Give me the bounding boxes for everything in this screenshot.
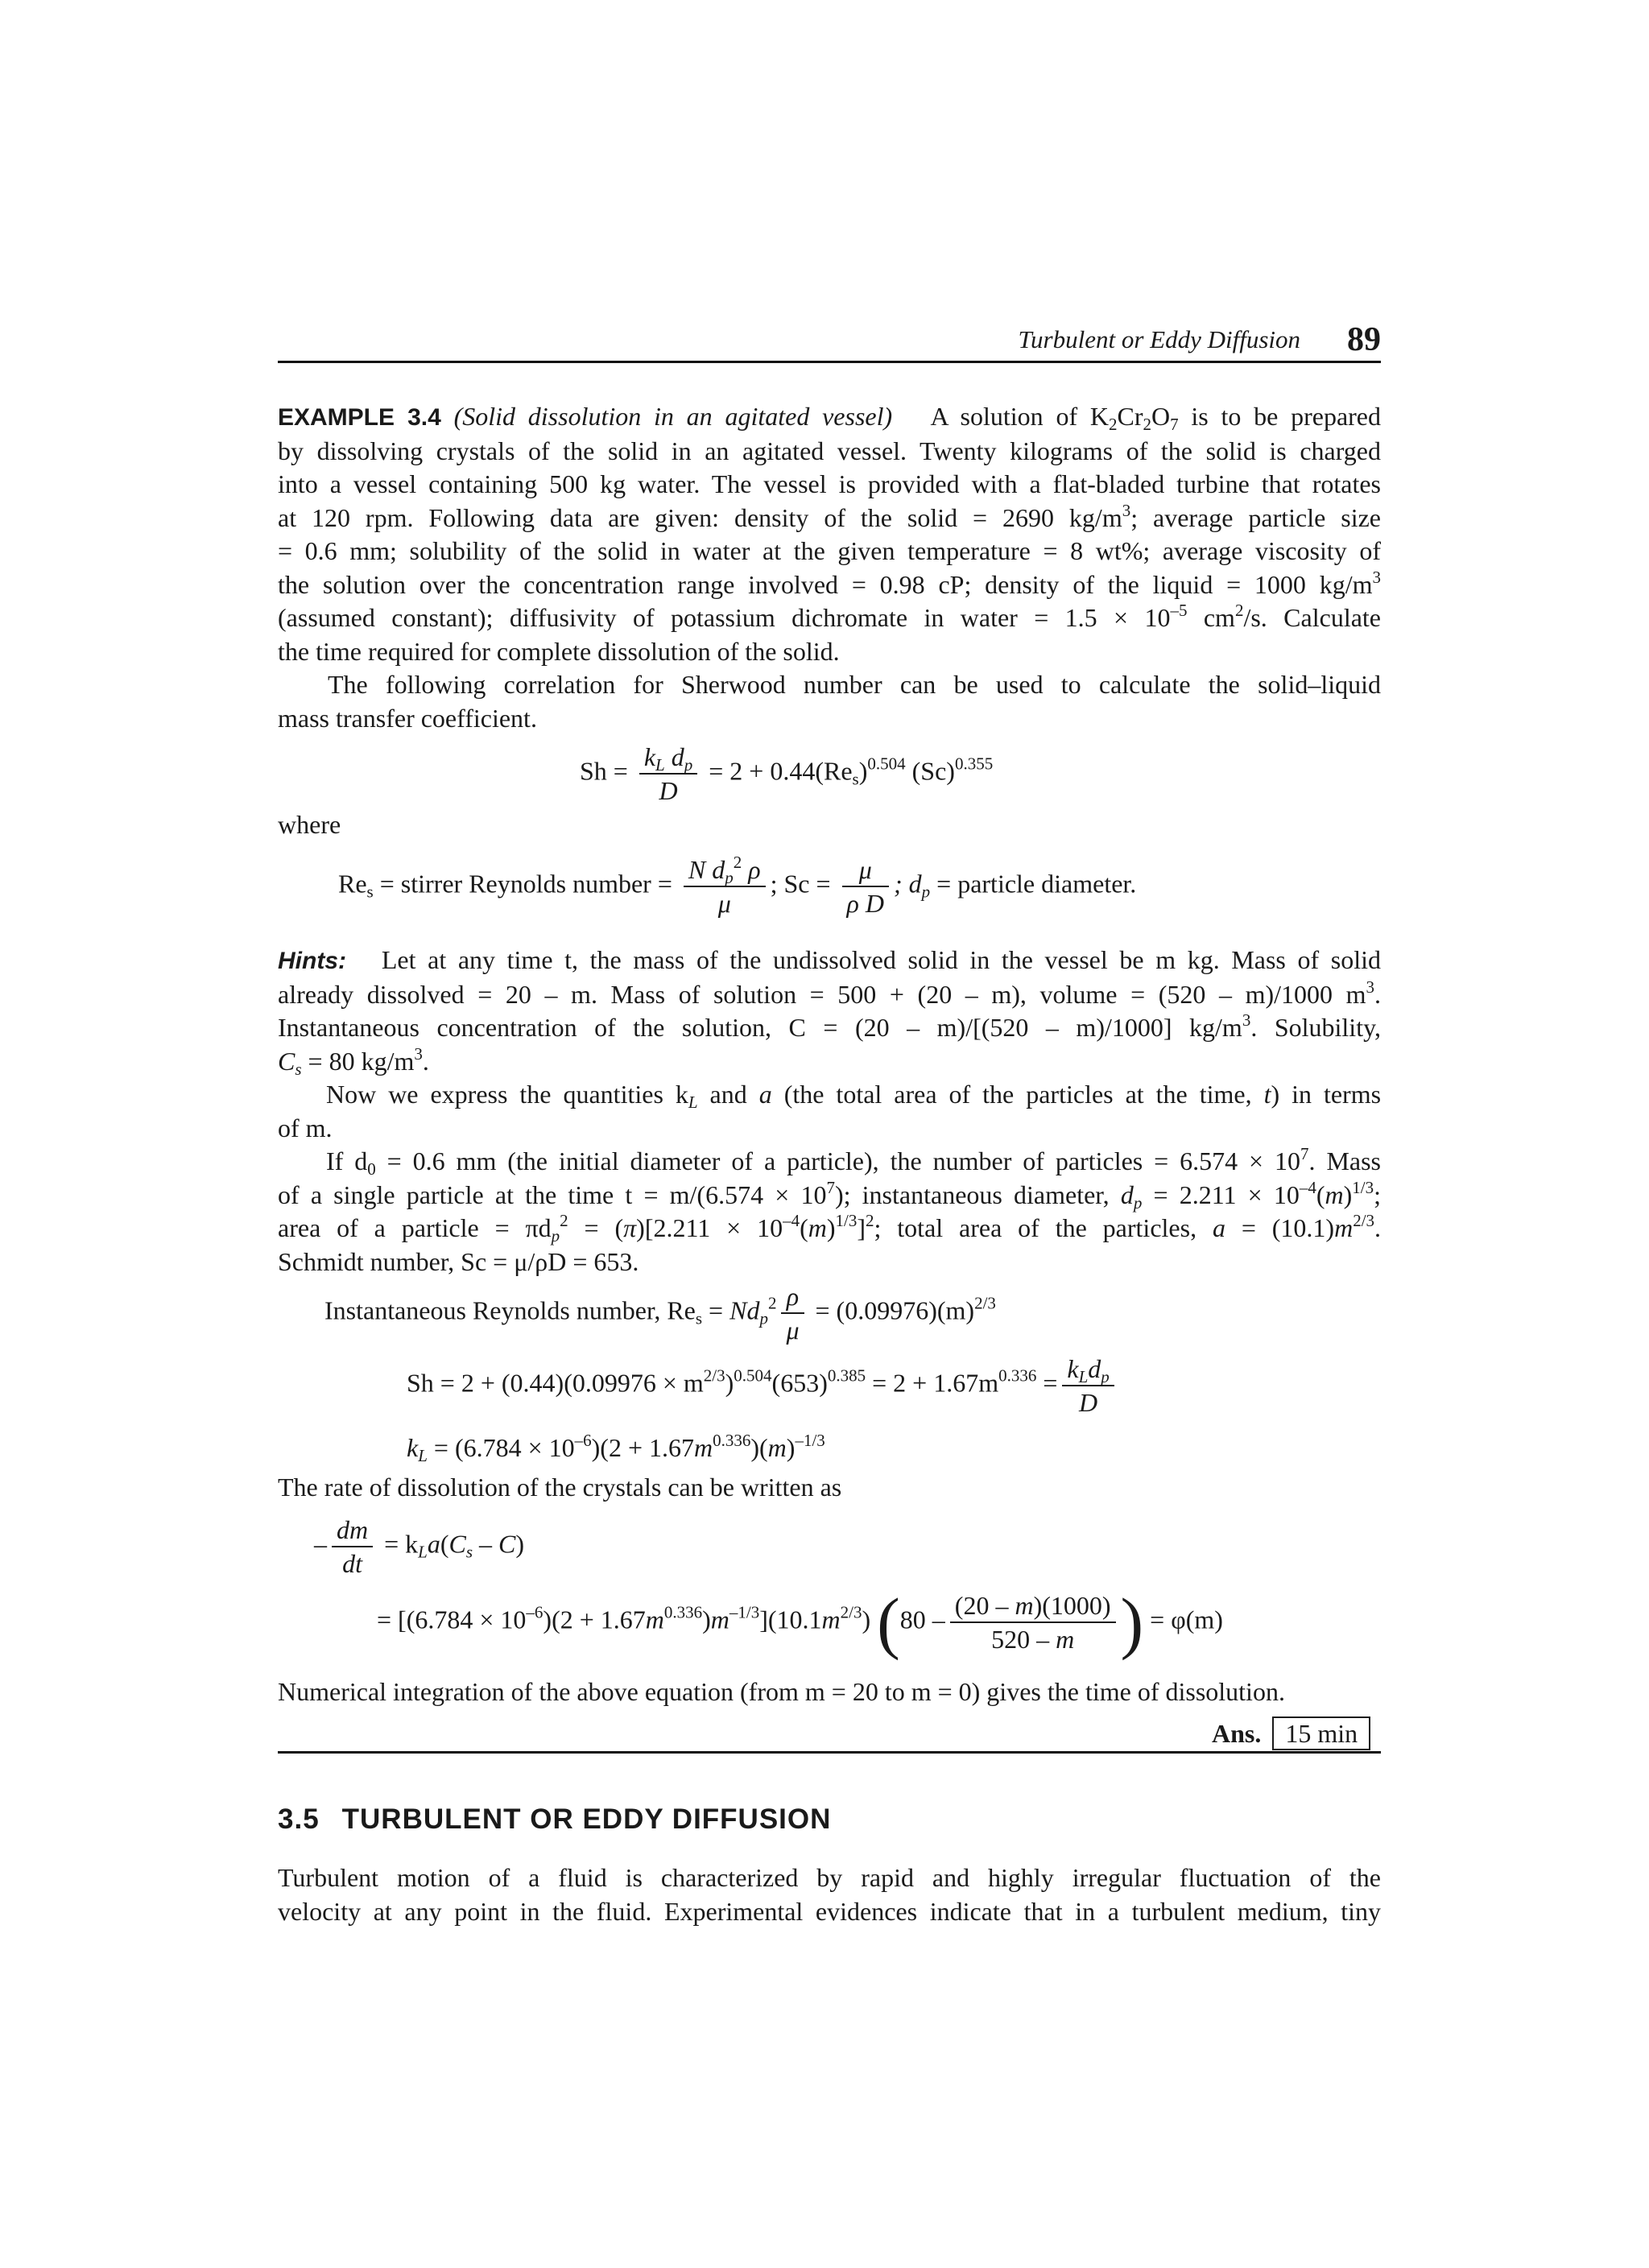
sh-fraction: $\frac{k_L d_p}{D}$: [639, 741, 697, 807]
running-header: [278, 320, 1381, 361]
example-line-1: EXAMPLE 3.4 (Solid dissolution in an agitated vessel) A solution of $K_2Cr_2O_7$ is to be prepared: [278, 402, 1382, 434]
example-line-6: the solution over the concentration range involved = 0.98 cP; density of the liquid = 1000 $kg/m^3$: [278, 567, 1381, 599]
hints-block: Hints: Let at any time t, the mass of the undissolved solid in the vessel be m kg. Mass of solid already dissolved = 20 – m. Mass of solution = 500 + (20 – m), volume = (520 – m)/1000 $m^3$. Instantaneous concentration of the solution, C = (20 – m)/[(520 – m)/1000] $kg/m^3$. Solubility, $C_s = 80$ $kg/m^3$. Now we express the quantities $k_L$ and a (the total area of the particles at the time, t) in terms of m. If $d_0 = 0.6$ mm (the initial diameter of a particle), the number of particles = $6.574 \times 10^7$. Mass of a single particle at the time $t = m/(6.574 \times 10^7)$; instantaneous diameter, $d_p = 2.211 \times 10^{-4}(m)^{1/3}$; area of a particle = $\pi d_p^2 = (\pi)[2.211 \times 10^{-4}(m)^{1/3}]^2$; total area of the particles, $a = (10.1)m^{2/3}$. Schmidt number, Sc = μ/ρD = 653.: [278, 945, 1382, 1276]
answer-value: 15 min: [1272, 1716, 1370, 1750]
answer-label: Ans.: [1212, 1719, 1262, 1748]
example-end-rule: [278, 1751, 1381, 1754]
example-line-3: into a vessel containing 500 kg water. The vessel is provided with a flat-bladed turbine that rotates: [278, 469, 1381, 498]
header-rule: [278, 361, 1381, 363]
section-title: TURBULENT OR EDDY DIFFUSION: [341, 1803, 832, 1835]
answer: [1212, 1716, 1370, 1750]
page-number: 89: [1347, 321, 1381, 358]
where-label: where: [278, 810, 341, 839]
rate-equation: – $\frac{dm}{dt}$ = $k_La(C_s - C)$: [314, 1515, 525, 1578]
phi-equation: = $[(6.784 \times 10^{-6})(2 + 1.67m^{0.336})m^{-1/3}](10.1m^{2/3})$ (80 – $\frac{(20 - m)(1000)}{520 - m}$ ) = φ(m): [377, 1584, 1223, 1661]
sherwood-evaluated: $Sh = 2 + (0.44)(0.09976 \times m^{2/3})^{0.504}(653)^{0.385} = 2 + 1.67m^{0.336}$ = $\frac{k_Ld_p}{D}$: [407, 1353, 1119, 1419]
numerical-integration-statement: Numerical integration of the above equation (from m = 20 to m = 0) gives the time of dissolution.: [278, 1677, 1285, 1706]
example-line-8: the time required for complete dissolution of the solid.: [278, 636, 840, 666]
example-label: EXAMPLE 3.4: [278, 404, 441, 431]
sherwood-correlation: Sh = $\frac{k_L d_p}{D}$ = $2 + 0.44(Re_s)^{0.504}$ $(Sc)^{0.355}$: [580, 742, 994, 805]
example-line-10: mass transfer coefficient.: [278, 703, 537, 733]
example-line-2: by dissolving crystals of the solid in an agitated vessel. Twenty kilograms of the solid is charged: [278, 436, 1381, 465]
example-line-4: at 120 rpm. Following data are given: density of the solid = 2690 $kg/m^3$; average particle size: [278, 500, 1382, 532]
instantaneous-reynolds: Instantaneous Reynolds number, $Re_s = Nd_p^2$ $\frac{\rho}{\mu}$ = $(0.09976)(m)^{2/3}$: [324, 1282, 996, 1345]
example-statement: [278, 400, 1381, 735]
mass-transfer-coefficient: $k_L = (6.784 \times 10^{-6})(2 + 1.67m^{0.336})(m)^{-1/3}$: [407, 1431, 825, 1465]
example-line-5: = 0.6 mm; solubility of the solid in water at the given temperature = 8 wt%; average viscosity of: [278, 536, 1381, 565]
example-line-9: The following correlation for Sherwood number can be used to calculate the solid–liquid: [328, 670, 1381, 699]
running-title: Turbulent or Eddy Diffusion: [1018, 325, 1300, 353]
hints-label: Hints:: [278, 948, 346, 974]
reynolds-schmidt-definitions: $Re_s$ = stirrer Reynolds number = $\frac{N d_p^2 \rho}{\mu}$ ; Sc = $\frac{\mu}{\text{ρ D}}$ ; $d_p$ = particle diameter.: [338, 853, 1137, 918]
rate-statement: The rate of dissolution of the crystals can be written as: [278, 1473, 842, 1502]
example-title: (Solid dissolution in an agitated vessel): [453, 402, 893, 431]
example-line-7: (assumed constant); diffusivity of potassium dichromate in water = $1.5 \times 10^{-5}$ $cm^2/s$. Calculate: [278, 601, 1382, 632]
section-body: Turbulent motion of a fluid is characterized by rapid and highly irregular fluctuation of the velocity at any point in the fluid. Experimental evidences indicate that in a turbulent medium, tiny: [278, 1863, 1381, 1926]
section-heading: [278, 1803, 831, 1836]
section-number: 3.5: [278, 1803, 320, 1835]
